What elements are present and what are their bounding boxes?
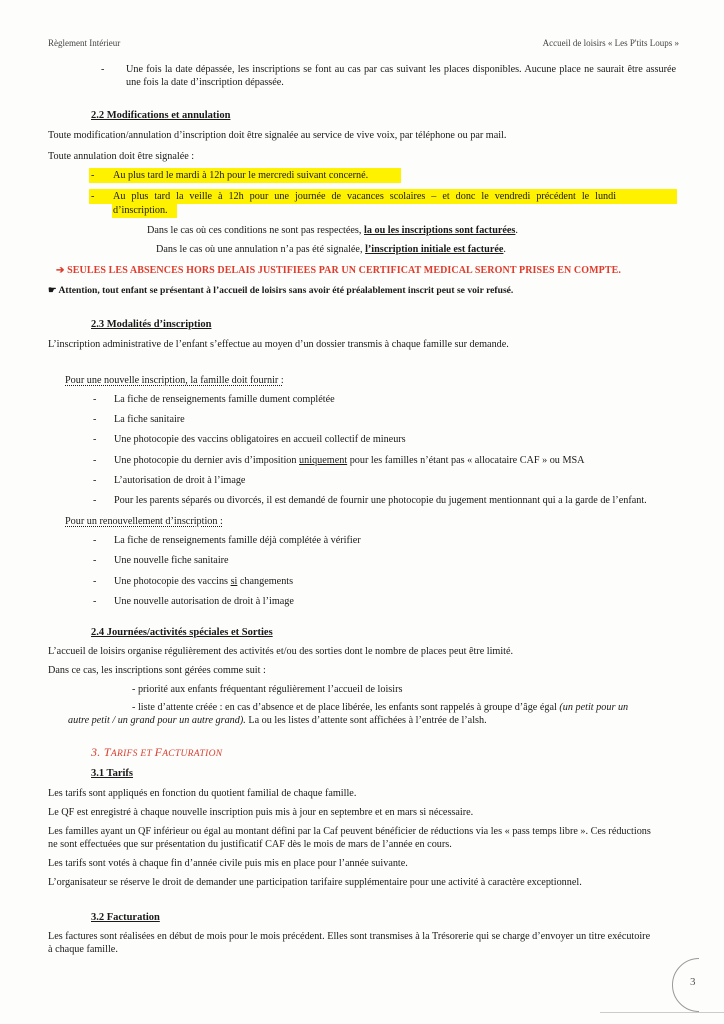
list-item: L’autorisation de droit à l’image bbox=[114, 475, 246, 486]
bullet-dash: - bbox=[93, 495, 97, 506]
header-document-title: Règlement Intérieur bbox=[48, 38, 121, 48]
highlighted-rule-2-cont bbox=[112, 204, 177, 218]
footer-divider bbox=[600, 1012, 724, 1013]
waiting-list-italic: (un petit pour un bbox=[559, 702, 629, 713]
section-2-4-p2: Dans ce cas, les inscriptions sont gérées comme suit : bbox=[48, 665, 266, 676]
list-item: La fiche de renseignements famille dument complétée bbox=[114, 394, 335, 405]
list-item-text: pour les familles n’étant pas « allocataire CAF » ou MSA bbox=[347, 455, 585, 466]
facturation-line: à chaque famille. bbox=[48, 944, 118, 955]
title-part: ARIFS ET bbox=[110, 749, 155, 759]
period: . bbox=[503, 244, 506, 255]
title-part: F bbox=[154, 745, 163, 759]
tarifs-line: ne sont effectuées que sur présentation du justificatif CAF dès le mois de mars de l’année en cours. bbox=[48, 839, 452, 850]
facturation-line: Les factures sont réalisées en début de mois pour le mois précédent. Elles sont transmises à la Trésorerie qui se charge d’envoyer un titre exécutoire bbox=[48, 931, 651, 942]
page-number: 3 bbox=[690, 976, 696, 988]
medical-certificate-warning bbox=[56, 264, 621, 277]
condition-2-text: Dans le cas où une annulation n’a pas été signalée, bbox=[156, 244, 366, 255]
bullet-dash: - bbox=[91, 191, 95, 202]
waiting-list-text: La ou les listes d’attente sont affichées à l’entrée de l’alsh. bbox=[245, 715, 487, 726]
intro-bullet-text: Une fois la date dépassée, les inscriptions se font au cas par cas suivant les places disponibles. Aucune place ne saurait être assurée une fois la date d’inscription dépassée. bbox=[126, 64, 676, 88]
bullet-dash: - bbox=[91, 170, 95, 181]
section-3-1-title: 3.1 Tarifs bbox=[91, 768, 134, 779]
list-item: Une photocopie des vaccins obligatoires en accueil collectif de mineurs bbox=[114, 434, 406, 445]
list-item: La fiche sanitaire bbox=[114, 414, 185, 425]
bullet-dash: - bbox=[93, 576, 97, 587]
condition-1-emphasis: la ou les inscriptions sont facturées bbox=[364, 225, 516, 236]
period: . bbox=[515, 225, 518, 236]
section-3-2-title: 3.2 Facturation bbox=[91, 912, 160, 923]
highlighted-rule-2-text-cont: d’inscription. bbox=[113, 205, 168, 216]
bullet-dash: - bbox=[93, 555, 97, 566]
highlighted-rule-2-text: Au plus tard la veille à 12h pour une journée de vacances scolaires – et donc le vendredi précédent le lundi bbox=[113, 191, 617, 202]
renewal-label: Pour un renouvellement d’inscription : bbox=[65, 516, 223, 527]
list-item: La fiche de renseignements famille déjà complétée à vérifier bbox=[114, 535, 361, 546]
section-2-3-p1: L’inscription administrative de l’enfant s’effectue au moyen d’un dossier transmis à chaque famille sur demande. bbox=[48, 339, 509, 350]
bullet-dash: - bbox=[93, 434, 97, 445]
page-number-arc bbox=[672, 958, 724, 1012]
header-organization: Accueil de loisirs « Les P'tits Loups » bbox=[542, 38, 679, 48]
highlighted-rule-1 bbox=[89, 168, 401, 183]
medical-certificate-warning-text: SEULES LES ABSENCES HORS DELAIS JUSTIFIEES PAR UN CERTIFICAT MEDICAL SERONT PRISES EN COMPTE. bbox=[67, 265, 622, 276]
pointing-hand-icon: ☛ bbox=[48, 285, 57, 296]
attention-note-text: Attention, tout enfant se présentant à l’accueil de loisirs sans avoir été préalablement inscrit peut se voir refusé. bbox=[58, 285, 514, 296]
arrow-right-icon: ➔ bbox=[56, 265, 65, 276]
attention-note bbox=[48, 284, 513, 297]
bullet-dash: - bbox=[93, 414, 97, 425]
bullet-dash: - bbox=[93, 455, 97, 466]
bullet-dash: - bbox=[93, 475, 97, 486]
waiting-list-text: - liste d’attente créée : en cas d’absence et de place libérée, les enfants sont rappelés à groupe d’âge égal bbox=[132, 702, 560, 713]
highlighted-rule-1-text: Au plus tard le mardi à 12h pour le mercredi suivant concerné. bbox=[113, 170, 369, 181]
condition-2 bbox=[156, 243, 506, 256]
list-item-emphasis: uniquement bbox=[299, 455, 348, 466]
title-part: 3. T bbox=[91, 745, 111, 759]
section-2-2-p1: Toute modification/annulation d’inscription doit être signalée au service de vive voix, par téléphone ou par mail. bbox=[48, 130, 507, 141]
title-part: ACTURATION bbox=[162, 749, 223, 759]
section-2-2-p2: Toute annulation doit être signalée : bbox=[48, 151, 195, 162]
priority-item: - priorité aux enfants fréquentant régulièrement l’accueil de loisirs bbox=[132, 684, 403, 695]
bullet-dash: - bbox=[101, 64, 105, 75]
section-2-4-title: 2.4 Journées/activités spéciales et Sorties bbox=[91, 627, 273, 638]
list-item: Une nouvelle autorisation de droit à l’image bbox=[114, 596, 294, 607]
bullet-dash: - bbox=[93, 394, 97, 405]
list-item-text: Une photocopie du dernier avis d’imposition bbox=[114, 455, 300, 466]
condition-1-text: Dans le cas où ces conditions ne sont pas respectées, bbox=[147, 225, 364, 236]
highlighted-rule-2 bbox=[89, 189, 677, 204]
tarifs-line: Les familles ayant un QF inférieur ou égal au montant défini par la Caf peuvent bénéficier de réductions via les « pass temps libre ». Ces réductions bbox=[48, 826, 651, 837]
list-item-text: Une photocopie des vaccins bbox=[114, 576, 231, 587]
new-inscription-label: Pour une nouvelle inscription, la famille doit fournir : bbox=[65, 375, 284, 386]
bullet-dash: - bbox=[93, 535, 97, 546]
waiting-list-item bbox=[132, 701, 628, 714]
bullet-dash: - bbox=[93, 596, 97, 607]
list-item-emphasis: si bbox=[230, 576, 238, 587]
tarifs-line: Le QF est enregistré à chaque nouvelle inscription puis mis à jour en septembre et en mars si nécessaire. bbox=[48, 807, 474, 818]
waiting-list-item-cont bbox=[68, 714, 487, 727]
condition-1 bbox=[147, 224, 518, 237]
section-2-3-title: 2.3 Modalités d’inscription bbox=[91, 319, 212, 330]
tarifs-line: Les tarifs sont appliqués en fonction du quotient familial de chaque famille. bbox=[48, 788, 357, 799]
list-item: Pour les parents séparés ou divorcés, il est demandé de fournir une photocopie du jugement mentionnant qui a la garde de l’enfant. bbox=[114, 495, 647, 506]
section-3-title bbox=[91, 745, 222, 760]
list-item-text: changements bbox=[237, 576, 294, 587]
list-item bbox=[114, 575, 293, 588]
list-item: Une nouvelle fiche sanitaire bbox=[114, 555, 229, 566]
section-2-2-title: 2.2 Modifications et annulation bbox=[91, 110, 231, 121]
tarifs-line: L’organisateur se réserve le droit de demander une participation tarifaire supplémentaire pour une activité à caractère exceptionnel. bbox=[48, 877, 582, 888]
section-2-4-p1: L’accueil de loisirs organise régulièrement des activités et/ou des sorties dont le nombre de places peut être limité. bbox=[48, 646, 514, 657]
tarifs-line: Les tarifs sont votés à chaque fin d’année civile puis mis en place pour l’année suivante. bbox=[48, 858, 408, 869]
list-item bbox=[114, 454, 585, 467]
condition-2-emphasis: l’inscription initiale est facturée bbox=[365, 244, 504, 255]
waiting-list-italic: autre petit / un grand pour un autre grand). bbox=[68, 715, 246, 726]
